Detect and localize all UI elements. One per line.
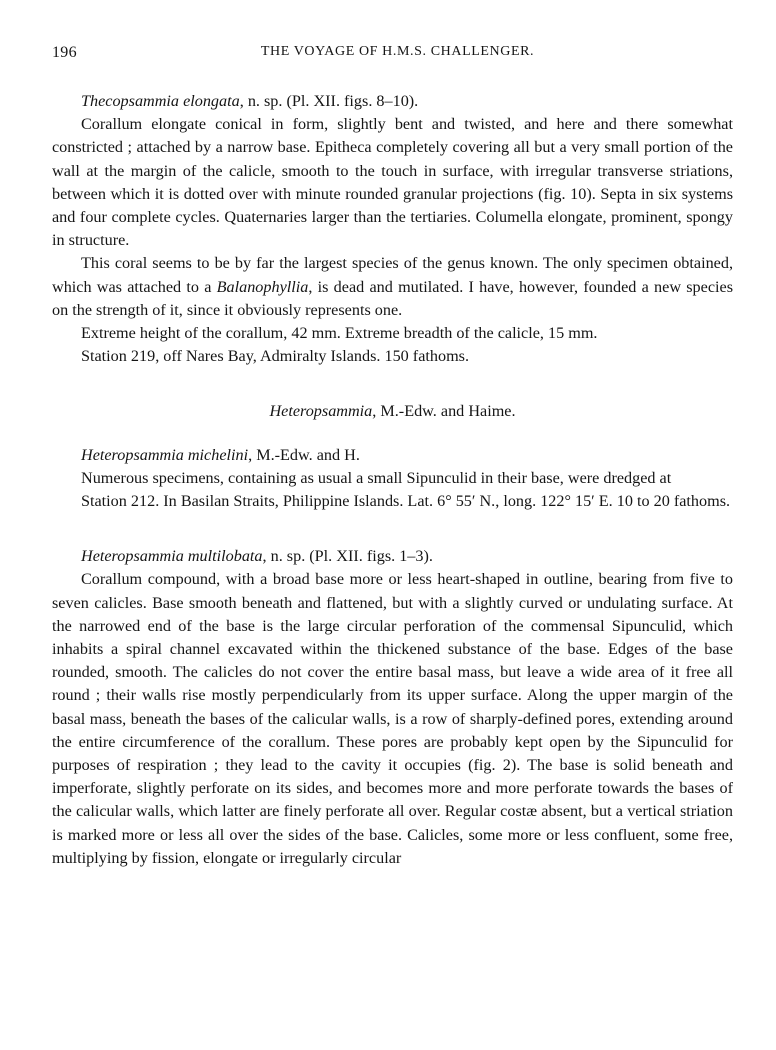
section-heteropsammia-michelini bbox=[52, 444, 733, 514]
species-suffix: , n. sp. (Pl. XII. figs. 1–3). bbox=[262, 547, 433, 566]
species-measurements: Extreme height of the corallum, 42 mm. Extreme breadth of the calicle, 15 mm. bbox=[81, 324, 598, 343]
running-header bbox=[52, 44, 733, 66]
species-heading bbox=[52, 444, 733, 467]
species-name: Heteropsammia michelini bbox=[81, 445, 249, 464]
document-page bbox=[52, 44, 733, 870]
species-name: Thecopsammia elongata bbox=[81, 92, 240, 110]
species-station: Station 212. In Basilan Straits, Philippine Islands. Lat. 6° 55′ N., long. 122° 15′ E. 10 to 20 fathoms. bbox=[81, 492, 731, 511]
species-station: Station 219, off Nares Bay, Admiralty Islands. 150 fathoms. bbox=[81, 347, 470, 366]
section-thecopsammia-elongata bbox=[52, 90, 733, 368]
genus-reference: Balanophyllia bbox=[216, 277, 309, 296]
species-heading bbox=[52, 545, 733, 568]
species-authority: , M.-Edw. and H. bbox=[248, 445, 360, 464]
species-description: Corallum compound, with a broad base more or less heart-shaped in outline, bearing from five to seven calicles. Base smooth beneath and flattened, but with a slightly curved or undulating surface. At the narrowed end of the base is the large circular perforation of the commensal Sipunculid, which inhabits a spiral channel excavated within the thickened substance of the base. Edges of the base rounded, smooth. The calicles do not cover the entire basal mass, but leave a wide area of it free all round ; their walls rise mostly perpendicularly from its upper surface. Along the upper margin of the basal mass, beneath the bases of the calicular walls, is a row of sharply-defined pores, extending around the entire circumference of the corallum. These pores are probably kept open by the Sipunculid for purposes of respiration ; they lead to the cavity it occupies (fig. 2). The base is solid beneath and imperforate, slightly perforate on its sides, and becomes more and more perforate towards the bases of the calicular walls, which latter are finely perforate all over. Regular costæ absent, but a vertical striation is marked more or less all over the sides of the base. Calicles, some more or less confluent, some free, multiplying by fission, elongate or irregularly circular bbox=[52, 570, 733, 867]
genus-name: Heteropsammia bbox=[269, 402, 373, 421]
species-description: Numerous specimens, containing as usual a small Sipunculid in their base, were dredged at bbox=[81, 468, 672, 487]
page-number: 196 bbox=[52, 44, 77, 61]
genus-heading bbox=[52, 400, 733, 423]
section-heteropsammia-multilobata bbox=[52, 545, 733, 870]
running-title: THE VOYAGE OF H.M.S. CHALLENGER. bbox=[260, 44, 535, 59]
species-heading bbox=[52, 90, 733, 113]
species-remarks: This coral seems to be by far the largest species of the genus known. The only specimen obtained, which was attached to a Balanophyllia, is dead and mutilated. I have, however, founded a new species on the strength of it, since it obviously represents one. bbox=[52, 254, 733, 319]
species-name: Heteropsammia multilobata bbox=[81, 547, 263, 566]
species-description: Corallum elongate conical in form, slightly bent and twisted, and here and there somewhat constricted ; attached by a narrow base. Epitheca completely covering all but a very small portion of the wall at the margin of the calicle, smooth to the touch in surface, with irregular transverse striations, between which it is dotted over with minute rounded granular projections (fig. 10). Septa in six systems and four complete cycles. Quaternaries larger than the tertiaries. Columella elongate, prominent, spongy in structure. bbox=[52, 115, 733, 250]
genus-authority: , M.-Edw. and Haime. bbox=[372, 402, 516, 421]
species-suffix: , n. sp. (Pl. XII. figs. 8–10). bbox=[239, 92, 419, 110]
